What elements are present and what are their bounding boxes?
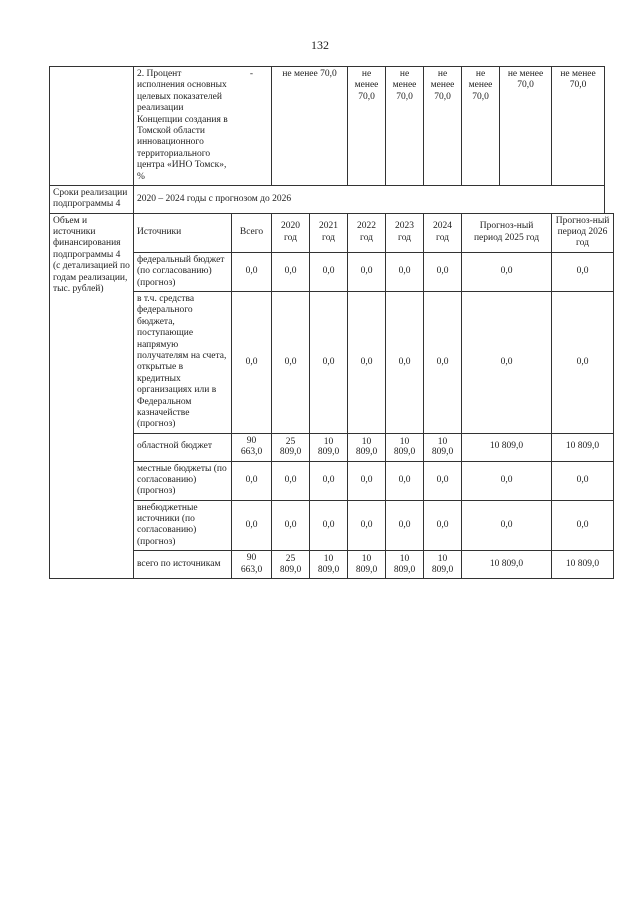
table-row: [50, 500, 614, 551]
value-cell: 0,0: [310, 292, 348, 434]
value-cell: 0,0: [462, 500, 552, 551]
source-name: всего по источникам: [134, 551, 232, 579]
value-cell: 10 809,0: [462, 551, 552, 579]
value-cell: 10 809,0: [424, 433, 462, 461]
table-row: [50, 252, 614, 291]
indicator-value: не менее 70,0: [348, 67, 386, 186]
value-total: 0,0: [232, 500, 272, 551]
column-header-year: 2020 год: [272, 213, 310, 252]
financing-header-row: [50, 213, 614, 252]
value-cell: 0,0: [348, 292, 386, 434]
column-header-year: 2024 год: [424, 213, 462, 252]
indicator-row: [50, 67, 614, 186]
value-cell: 0,0: [310, 500, 348, 551]
value-total: 0,0: [232, 252, 272, 291]
value-cell: 10 809,0: [310, 551, 348, 579]
value-cell: 10 809,0: [386, 433, 424, 461]
value-total: 90 663,0: [232, 433, 272, 461]
value-total: 0,0: [232, 461, 272, 500]
value-cell: 10 809,0: [348, 433, 386, 461]
indicator-name: 2. Процент исполнения основных целевых показателей реализации Концепции создания в Томской области инновационного территориального центра «ИНО Томск», %: [137, 69, 228, 182]
indicator-value: не менее 70,0: [424, 67, 462, 186]
value-cell: 0,0: [310, 461, 348, 500]
value-cell: 10 809,0: [310, 433, 348, 461]
value-cell: 10 809,0: [552, 433, 614, 461]
value-cell: 10 809,0: [462, 433, 552, 461]
column-header-total: Всего: [232, 213, 272, 252]
column-header-forecast: Прогноз-ный период 2026 год: [552, 213, 614, 252]
value-cell: 0,0: [272, 461, 310, 500]
value-cell: 0,0: [462, 252, 552, 291]
indicator-value: не менее 70,0: [272, 67, 348, 186]
indicator-value: не менее 70,0: [462, 67, 500, 186]
indicator-value: не менее 70,0: [552, 67, 605, 186]
terms-value: 2020 – 2024 годы с прогнозом до 2026: [134, 185, 605, 213]
value-cell: 0,0: [348, 252, 386, 291]
indicator-base-value: -: [249, 69, 254, 79]
table-row: [50, 292, 614, 434]
value-cell: 0,0: [424, 461, 462, 500]
indicator-value: не менее 70,0: [386, 67, 424, 186]
value-cell: 0,0: [386, 292, 424, 434]
value-cell: 10 809,0: [424, 551, 462, 579]
value-cell: 10 809,0: [552, 551, 614, 579]
value-cell: 0,0: [552, 252, 614, 291]
indicator-name-cell: [134, 67, 272, 186]
source-name: федеральный бюджет (по согласованию) (прогноз): [134, 252, 232, 291]
table-row-total: [50, 551, 614, 579]
source-name: местные бюджеты (по согласованию) (прогноз): [134, 461, 232, 500]
subprogram-passport-table: [49, 66, 614, 579]
value-cell: 0,0: [386, 500, 424, 551]
source-name: областной бюджет: [134, 433, 232, 461]
value-cell: 0,0: [462, 292, 552, 434]
value-cell: 0,0: [386, 461, 424, 500]
value-cell: 0,0: [272, 500, 310, 551]
value-cell: 0,0: [424, 292, 462, 434]
value-cell: 0,0: [462, 461, 552, 500]
value-cell: 0,0: [424, 500, 462, 551]
value-cell: 0,0: [552, 461, 614, 500]
column-header-forecast: Прогноз-ный период 2025 год: [462, 213, 552, 252]
value-cell: 0,0: [552, 500, 614, 551]
column-header-sources: Источники: [134, 213, 232, 252]
value-cell: 10 809,0: [386, 551, 424, 579]
value-total: 0,0: [232, 292, 272, 434]
value-cell: 0,0: [272, 252, 310, 291]
value-cell: 10 809,0: [348, 551, 386, 579]
value-cell: 25 809,0: [272, 551, 310, 579]
terms-row: [50, 185, 614, 213]
table-row: [50, 461, 614, 500]
value-cell: 25 809,0: [272, 433, 310, 461]
value-cell: 0,0: [424, 252, 462, 291]
value-cell: 0,0: [348, 500, 386, 551]
source-name: внебюджетные источники (по согласованию) (прогноз): [134, 500, 232, 551]
value-cell: 0,0: [310, 252, 348, 291]
value-cell: 0,0: [348, 461, 386, 500]
financing-label: Объем и источники финансирования подпрограммы 4 (с детализацией по годам реализации, тыс. рублей): [50, 213, 134, 578]
value-cell: 0,0: [386, 252, 424, 291]
indicator-value: не менее 70,0: [500, 67, 552, 186]
value-cell: 0,0: [552, 292, 614, 434]
column-header-year: 2023 год: [386, 213, 424, 252]
terms-label: Сроки реализации подпрограммы 4: [50, 185, 134, 213]
table-row: [50, 433, 614, 461]
source-name: в т.ч. средства федерального бюджета, поступающие напрямую получателям на счета, открытые в кредитных организациях или в Федеральном казначействе (прогноз): [134, 292, 232, 434]
column-header-year: 2022 год: [348, 213, 386, 252]
value-cell: 0,0: [272, 292, 310, 434]
value-total: 90 663,0: [232, 551, 272, 579]
page-number: 132: [311, 38, 329, 52]
column-header-year: 2021 год: [310, 213, 348, 252]
empty-label-cell: [50, 67, 134, 186]
